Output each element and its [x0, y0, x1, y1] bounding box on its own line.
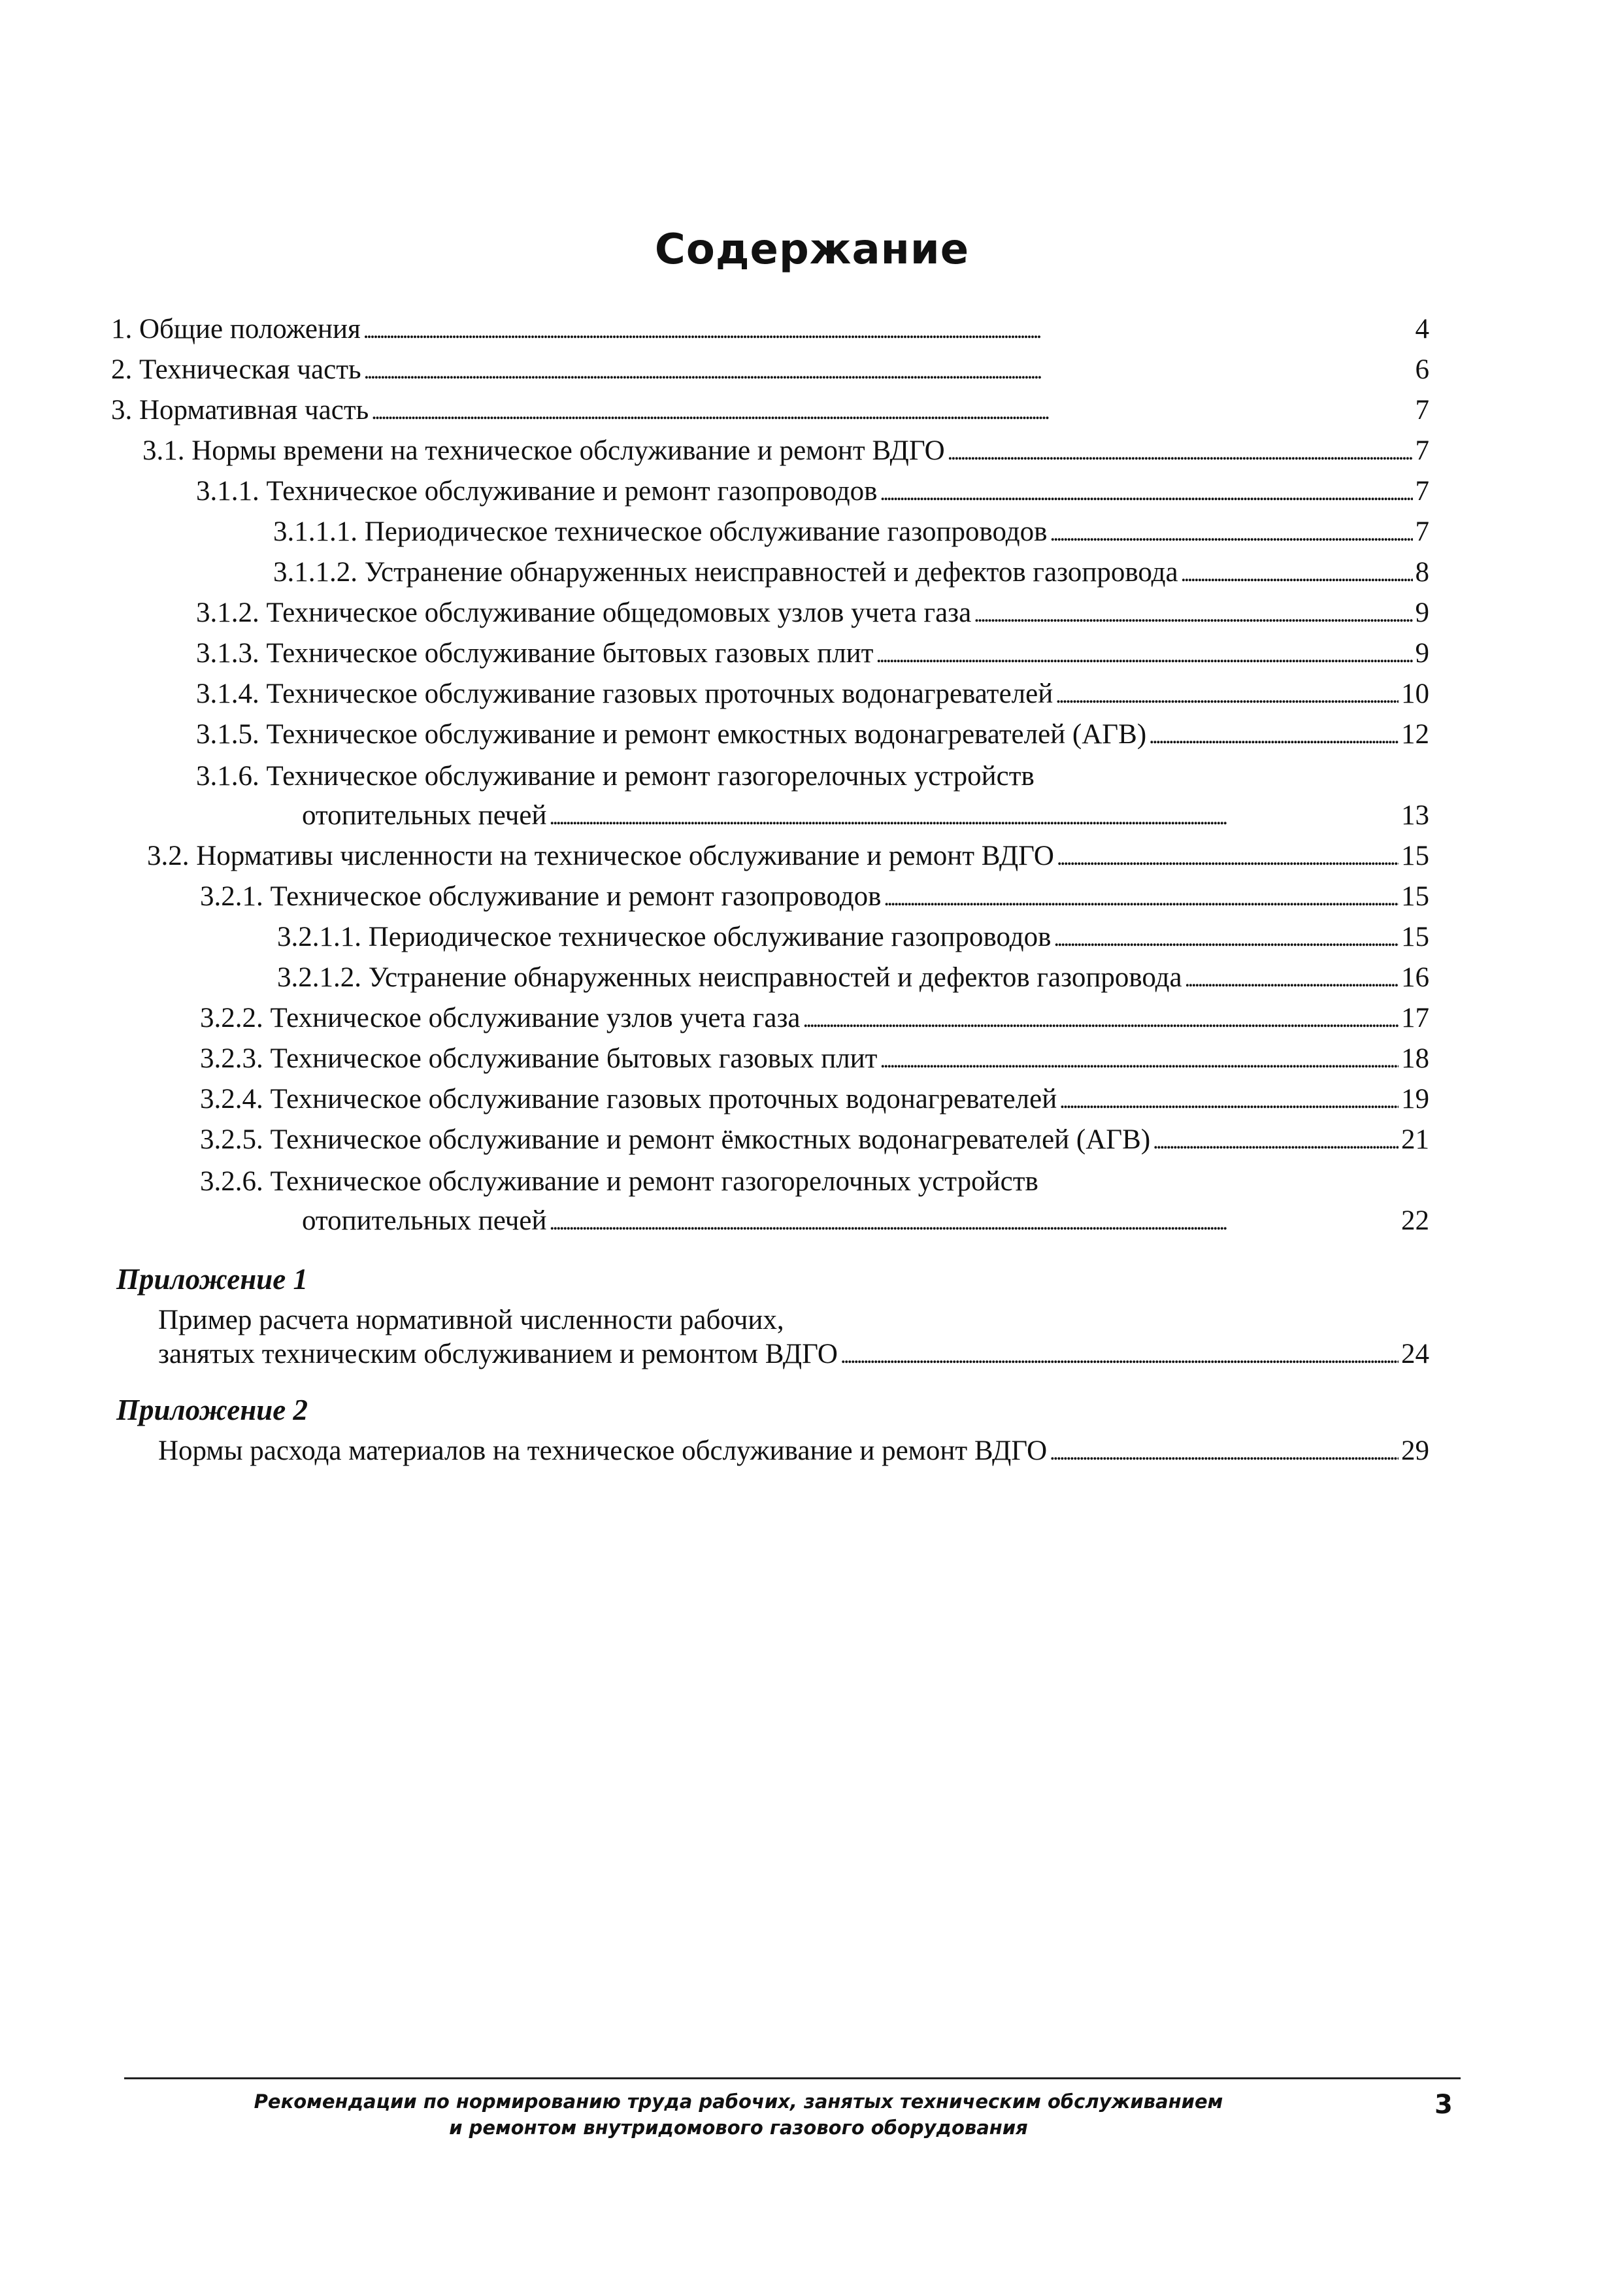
footer-line: и ремонтом внутридомового газового оборудования — [449, 2117, 1028, 2139]
toc-entry-page: 7 — [1415, 476, 1429, 507]
toc-entry-text-continued: отопительных печей — [302, 800, 547, 831]
toc-leader-dots — [1153, 1123, 1399, 1159]
toc-entry-text: 3.2.1.2. Устранение обнаруженных неисправностей и дефектов газопровода — [277, 962, 1182, 993]
toc-entry-text: 3.2.3. Техническое обслуживание бытовых газовых плит — [200, 1043, 878, 1074]
toc-entry-text: 3.1.5. Техническое обслуживание и ремонт емкостных водонагревателей (АГВ) — [196, 719, 1147, 750]
toc-leader-dots — [1181, 556, 1413, 592]
toc-entry — [158, 1434, 1429, 1470]
toc-leader-dots — [371, 394, 1412, 429]
toc-leader-dots — [1055, 677, 1399, 713]
toc-entry-text: 3.2.5. Техническое обслуживание и ремонт ёмкостных водонагревателей (АГВ) — [200, 1124, 1151, 1155]
appendix-heading: Приложение 2 — [116, 1394, 308, 1426]
toc-entry — [302, 799, 1429, 835]
toc-entry-text: 3.1.1.1. Периодическое техническое обслуживание газопроводов — [273, 516, 1048, 547]
toc-entry — [111, 312, 1429, 348]
toc-leader-dots — [550, 799, 1399, 835]
toc-leader-dots — [1059, 1082, 1399, 1118]
toc-entry — [200, 1042, 1429, 1078]
toc-entry — [111, 353, 1429, 389]
toc-entry-page: 29 — [1401, 1435, 1429, 1466]
toc-entry-text: 3.1.2. Техническое обслуживание общедомовых узлов учета газа — [196, 597, 972, 628]
toc-leader-dots — [550, 1204, 1399, 1240]
toc-entry-text: 1. Общие положения — [111, 314, 361, 344]
toc-entry-page: 9 — [1415, 597, 1429, 628]
toc-entry — [277, 961, 1429, 997]
toc-entry-text: 3.1.1. Техническое обслуживание и ремонт газопроводов — [196, 476, 878, 507]
toc-entry — [302, 1204, 1429, 1240]
toc-entry-page: 15 — [1401, 841, 1429, 871]
toc-entry-page: 7 — [1415, 435, 1429, 466]
footer-line: Рекомендации по нормированию труда рабочих, занятых техническим обслуживанием — [254, 2090, 1223, 2113]
toc-entry-text: 3.1.1.2. Устранение обнаруженных неисправностей и дефектов газопровода — [273, 557, 1178, 588]
toc-entry-page: 12 — [1401, 719, 1429, 750]
toc-entry — [147, 839, 1429, 875]
toc-entry-page: 8 — [1415, 557, 1429, 588]
toc-entry-page: 24 — [1401, 1339, 1429, 1369]
toc-entry — [200, 1001, 1429, 1037]
toc-leader-dots — [1185, 961, 1399, 997]
appendix-heading: Приложение 1 — [116, 1263, 308, 1296]
toc-entry — [200, 1123, 1429, 1159]
page-title: Содержание — [654, 226, 970, 274]
toc-entry-text: 3.2.1. Техническое обслуживание и ремонт газопроводов — [200, 881, 882, 912]
toc-entry-page: 9 — [1415, 638, 1429, 669]
toc-leader-dots — [1149, 718, 1399, 754]
toc-entry — [277, 920, 1429, 956]
toc-entry-text: 3.1.4. Техническое обслуживание газовых проточных водонагревателей — [196, 678, 1053, 709]
toc-entry — [200, 880, 1429, 916]
toc-entry-text: 3.2.4. Техническое обслуживание газовых проточных водонагревателей — [200, 1084, 1057, 1114]
toc-leader-dots — [884, 880, 1399, 916]
toc-entry-text: Нормы расхода материалов на техническое обслуживание и ремонт ВДГО — [158, 1435, 1048, 1466]
toc-leader-dots — [364, 353, 1413, 389]
toc-entry-text: 3.1.3. Техническое обслуживание бытовых газовых плит — [196, 638, 874, 669]
toc-leader-dots — [1053, 920, 1399, 956]
toc-entry-text: 3.1.6. Техническое обслуживание и ремонт газогорелочных устройств — [196, 761, 1035, 792]
toc-entry-page: 15 — [1401, 922, 1429, 952]
toc-entry-text: 3.2.6. Техническое обслуживание и ремонт газогорелочных устройств — [200, 1166, 1038, 1197]
toc-leader-dots — [880, 1042, 1399, 1078]
toc-entry — [273, 556, 1429, 592]
toc-entry — [196, 475, 1429, 511]
toc-entry-page: 19 — [1401, 1084, 1429, 1114]
toc-entry-text: 2. Техническая часть — [111, 354, 361, 385]
toc-entry-text: занятых техническим обслуживанием и ремонтом ВДГО — [158, 1339, 838, 1369]
toc-leader-dots — [876, 637, 1412, 673]
toc-entry — [142, 434, 1429, 470]
toc-leader-dots — [803, 1001, 1399, 1037]
toc-entry-page: 10 — [1401, 678, 1429, 709]
toc-entry-text: 3.2.2. Техническое обслуживание узлов учета газа — [200, 1003, 801, 1033]
toc-entry — [196, 637, 1429, 673]
toc-leader-dots — [1050, 515, 1412, 551]
toc-entry-text: 3. Нормативная часть — [111, 395, 369, 426]
toc-entry-page: 13 — [1401, 800, 1429, 831]
toc-entry-page: 15 — [1401, 881, 1429, 912]
footer-divider — [124, 2077, 1461, 2079]
toc-entry-page: 4 — [1415, 314, 1429, 344]
toc-entry-page: 21 — [1401, 1124, 1429, 1155]
appendix-description: Пример расчета нормативной численности рабочих, — [158, 1305, 784, 1335]
toc-entry-text: 3.2. Нормативы численности на техническое обслуживание и ремонт ВДГО — [147, 841, 1054, 871]
toc-entry — [158, 1337, 1429, 1373]
toc-leader-dots — [948, 434, 1413, 470]
toc-leader-dots — [840, 1337, 1399, 1373]
toc-entry-page: 22 — [1401, 1205, 1429, 1236]
footer-caption — [124, 2088, 1353, 2141]
toc-entry-page: 7 — [1415, 516, 1429, 547]
toc-entry — [196, 677, 1429, 713]
toc-entry-page: 7 — [1415, 395, 1429, 426]
toc-entry — [196, 596, 1429, 632]
toc-entry — [273, 515, 1429, 551]
toc-entry-page: 16 — [1401, 962, 1429, 993]
toc-leader-dots — [974, 596, 1412, 632]
toc-leader-dots — [1050, 1434, 1399, 1470]
page-number: 3 — [1434, 2090, 1453, 2120]
toc-leader-dots — [363, 312, 1413, 348]
toc-leader-dots — [1057, 839, 1399, 875]
toc-entry — [200, 1082, 1429, 1118]
toc-entry-page: 17 — [1401, 1003, 1429, 1033]
toc-entry-text-continued: отопительных печей — [302, 1205, 547, 1236]
toc-entry-page: 18 — [1401, 1043, 1429, 1074]
toc-entry — [111, 394, 1429, 429]
toc-entry-text: 3.1. Нормы времени на техническое обслуживание и ремонт ВДГО — [142, 435, 945, 466]
toc-leader-dots — [880, 475, 1412, 511]
toc-entry — [196, 718, 1429, 754]
toc-entry-text: 3.2.1.1. Периодическое техническое обслуживание газопроводов — [277, 922, 1052, 952]
toc-entry-page: 6 — [1415, 354, 1429, 385]
